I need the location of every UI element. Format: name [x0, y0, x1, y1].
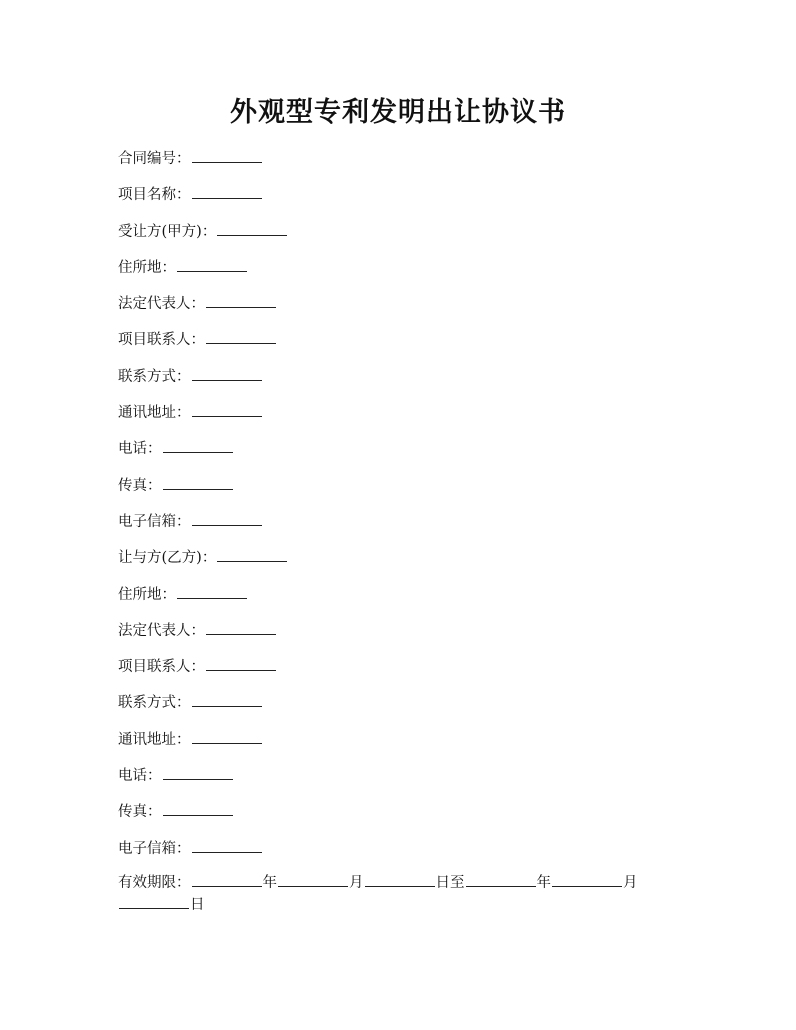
- field-label: 住所地：: [118, 586, 176, 603]
- field-label: 项目联系人：: [118, 659, 205, 676]
- blank-line: [119, 894, 189, 909]
- field-transferor-phone: [118, 765, 678, 801]
- blank-line: [163, 438, 233, 453]
- blank-line: [177, 584, 247, 599]
- blank-line: [163, 801, 233, 816]
- field-transferor-contact-person: [118, 656, 678, 692]
- field-transferor-domicile: [118, 584, 678, 620]
- field-label: 联系方式：: [118, 695, 191, 712]
- field-transferee-contact-method: [118, 366, 678, 402]
- field-label: 联系方式：: [118, 368, 191, 385]
- blank-line: [217, 221, 287, 236]
- validity-row-2: [118, 894, 658, 916]
- field-label: 受让方(甲方)：: [118, 223, 217, 240]
- field-transferor-email: [118, 838, 678, 874]
- field-label: 合同编号：: [118, 151, 191, 167]
- blank-line: [192, 148, 262, 163]
- field-transferee-email: [118, 511, 678, 547]
- blank-line: [192, 729, 262, 744]
- blank-line: [466, 872, 536, 887]
- blank-line: [163, 765, 233, 780]
- validity-day-2: 日: [190, 897, 205, 913]
- field-transferor-address: [118, 729, 678, 765]
- blank-line: [163, 475, 233, 490]
- blank-line: [192, 872, 262, 887]
- blank-line: [206, 329, 276, 344]
- field-transferee-phone: [118, 438, 678, 474]
- field-label: 通讯地址：: [118, 405, 191, 422]
- validity-year-1: 年: [262, 875, 277, 891]
- blank-line: [365, 872, 435, 887]
- validity-month-2: 月: [623, 875, 638, 891]
- field-label: 项目名称：: [118, 187, 191, 204]
- blank-line: [192, 402, 262, 417]
- blank-line: [192, 184, 262, 199]
- field-transferee-legal-rep: [118, 293, 678, 329]
- field-transferor: [118, 547, 678, 583]
- blank-line: [177, 257, 247, 272]
- field-label: 让与方(乙方)：: [118, 550, 217, 567]
- field-label: 住所地：: [118, 259, 176, 276]
- field-transferee-domicile: [118, 257, 678, 293]
- blank-line: [206, 656, 276, 671]
- field-transferee-address: [118, 402, 678, 438]
- blank-line: [206, 620, 276, 635]
- blank-line: [192, 692, 262, 707]
- field-transferee: [118, 221, 678, 257]
- field-label: 电话：: [118, 441, 162, 458]
- contract-field-list: [118, 148, 678, 874]
- validity-row-1: [118, 872, 658, 894]
- blank-line: [192, 366, 262, 381]
- field-label: 传真：: [118, 477, 162, 494]
- field-validity-period: [118, 872, 658, 916]
- field-contract-number: [118, 148, 678, 184]
- field-label: 电子信箱：: [118, 513, 191, 530]
- validity-label: 有效期限：: [118, 875, 191, 891]
- field-transferee-fax: [118, 475, 678, 511]
- blank-line: [552, 872, 622, 887]
- validity-month-1: 月: [349, 875, 364, 891]
- blank-line: [192, 838, 262, 853]
- blank-line: [192, 511, 262, 526]
- document-title: 外观型专利发明出让协议书: [230, 97, 566, 128]
- field-label: 电话：: [118, 768, 162, 785]
- blank-line: [206, 293, 276, 308]
- field-transferor-legal-rep: [118, 620, 678, 656]
- field-project-name: [118, 184, 678, 220]
- field-label: 传真：: [118, 804, 162, 821]
- blank-line: [217, 547, 287, 562]
- field-label: 法定代表人：: [118, 622, 205, 639]
- field-transferor-contact-method: [118, 692, 678, 728]
- field-label: 项目联系人：: [118, 332, 205, 349]
- blank-line: [278, 872, 348, 887]
- field-label: 通讯地址：: [118, 731, 191, 748]
- validity-year-2: 年: [536, 875, 551, 891]
- validity-day-to: 日至: [435, 875, 465, 891]
- field-transferee-contact-person: [118, 329, 678, 365]
- field-label: 法定代表人：: [118, 296, 205, 313]
- field-label: 电子信箱：: [118, 840, 191, 857]
- field-transferor-fax: [118, 801, 678, 837]
